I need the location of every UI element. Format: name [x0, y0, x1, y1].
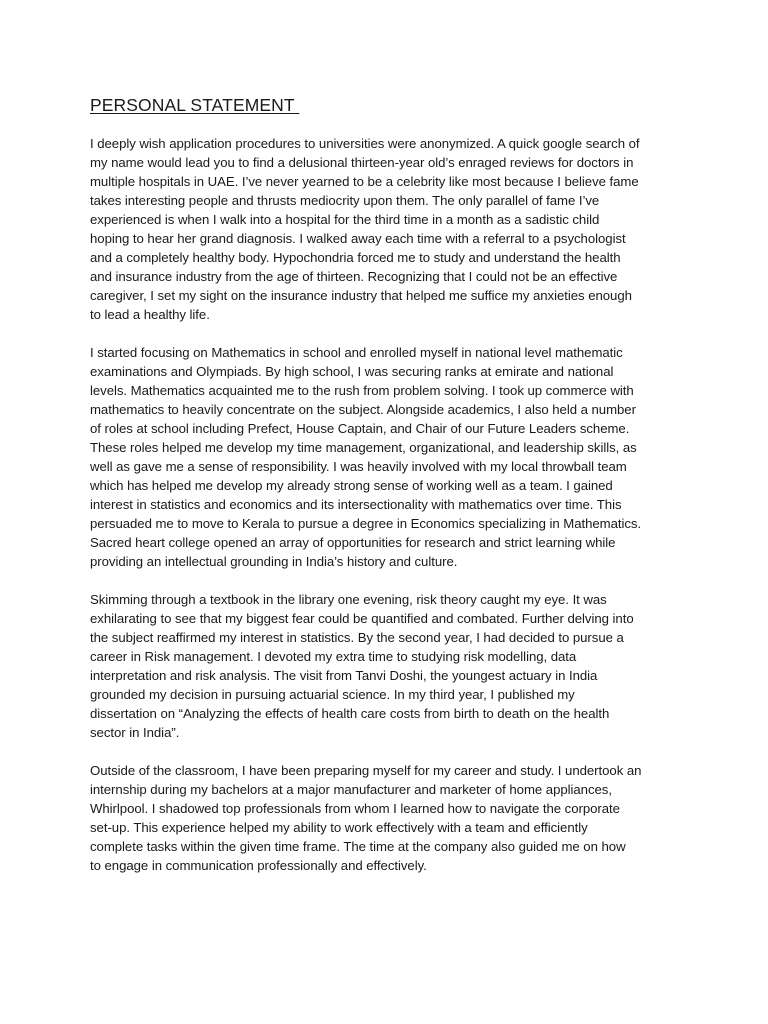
text-line: examinations and Olympiads. By high school, I was securing ranks at emirate and national	[90, 364, 614, 379]
text-line: and insurance industry from the age of thirteen. Recognizing that I could not be an effective	[90, 269, 618, 284]
text-line: my name would lead you to find a delusional thirteen-year old’s enraged reviews for doctors in	[90, 155, 634, 170]
text-line: internship during my bachelors at a major manufacturer and marketer of home appliances,	[90, 782, 612, 797]
text-line: interest in statistics and economics and its intersectionality with mathematics over time. This	[90, 497, 622, 512]
text-line: levels. Mathematics acquainted me to the rush from problem solving. I took up commerce with	[90, 383, 634, 398]
text-line: caregiver, I set my sight on the insurance industry that helped me suffice my anxieties enough	[90, 288, 632, 303]
text-line: interpretation and risk analysis. The visit from Tanvi Doshi, the youngest actuary in India	[90, 668, 598, 683]
paragraph-2	[90, 343, 690, 571]
text-line: grounded my decision in pursuing actuarial science. In my third year, I published my	[90, 687, 575, 702]
text-line: experienced is when I walk into a hospital for the third time in a month as a sadistic child	[90, 212, 600, 227]
text-line: complete tasks within the given time frame. The time at the company also guided me on how	[90, 839, 626, 854]
text-line: persuaded me to move to Kerala to pursue a degree in Economics specializing in Mathematics.	[90, 516, 642, 531]
text-line: I deeply wish application procedures to universities were anonymized. A quick google search of	[90, 136, 640, 151]
text-line: sector in India”.	[90, 725, 180, 740]
paragraph-3	[90, 590, 690, 742]
text-line: providing an intellectual grounding in India’s history and culture.	[90, 554, 458, 569]
text-line: to engage in communication professionally and effectively.	[90, 858, 427, 873]
text-line: set-up. This experience helped my ability to work effectively with a team and efficiently	[90, 820, 588, 835]
text-line: multiple hospitals in UAE. I’ve never yearned to be a celebrity like most because I believe fame	[90, 174, 639, 189]
document-body	[90, 92, 690, 894]
text-line: dissertation on “Analyzing the effects of health care costs from birth to death on the health	[90, 706, 610, 721]
text-line: exhilarating to see that my biggest fear could be quantified and combated. Further delving into	[90, 611, 634, 626]
text-line: Sacred heart college opened an array of opportunities for research and strict learning while	[90, 535, 616, 550]
text-line: of roles at school including Prefect, House Captain, and Chair of our Future Leaders scheme.	[90, 421, 630, 436]
paragraph-list	[90, 134, 690, 875]
text-line: mathematics to heavily concentrate on the subject. Alongside academics, I also held a number	[90, 402, 636, 417]
text-line: to lead a healthy life.	[90, 307, 210, 322]
text-line: Skimming through a textbook in the library one evening, risk theory caught my eye. It was	[90, 592, 607, 607]
text-line: career in Risk management. I devoted my extra time to studying risk modelling, data	[90, 649, 577, 664]
paragraph-4	[90, 761, 690, 875]
text-line: the subject reaffirmed my interest in statistics. By the second year, I had decided to pursue a	[90, 630, 624, 645]
text-line: Whirlpool. I shadowed top professionals from whom I learned how to navigate the corporate	[90, 801, 620, 816]
page-title: PERSONAL STATEMENT	[90, 95, 300, 115]
text-line: and a completely healthy body. Hypochondria forced me to study and understand the health	[90, 250, 621, 265]
text-line: well as gave me a sense of responsibility. I was heavily involved with my local throwball team	[90, 459, 627, 474]
text-line: which has helped me develop my already strong sense of working well as a team. I gained	[90, 478, 613, 493]
text-line: These roles helped me develop my time management, organizational, and leadership skills, as	[90, 440, 637, 455]
paragraph-1	[90, 134, 690, 324]
text-line: takes interesting people and thrusts mediocrity upon them. The only parallel of fame I’ve	[90, 193, 600, 208]
text-line: Outside of the classroom, I have been preparing myself for my career and study. I undertook an	[90, 763, 642, 778]
text-line: I started focusing on Mathematics in school and enrolled myself in national level mathematic	[90, 345, 623, 360]
text-line: hoping to hear her grand diagnosis. I walked away each time with a referral to a psychologist	[90, 231, 626, 246]
